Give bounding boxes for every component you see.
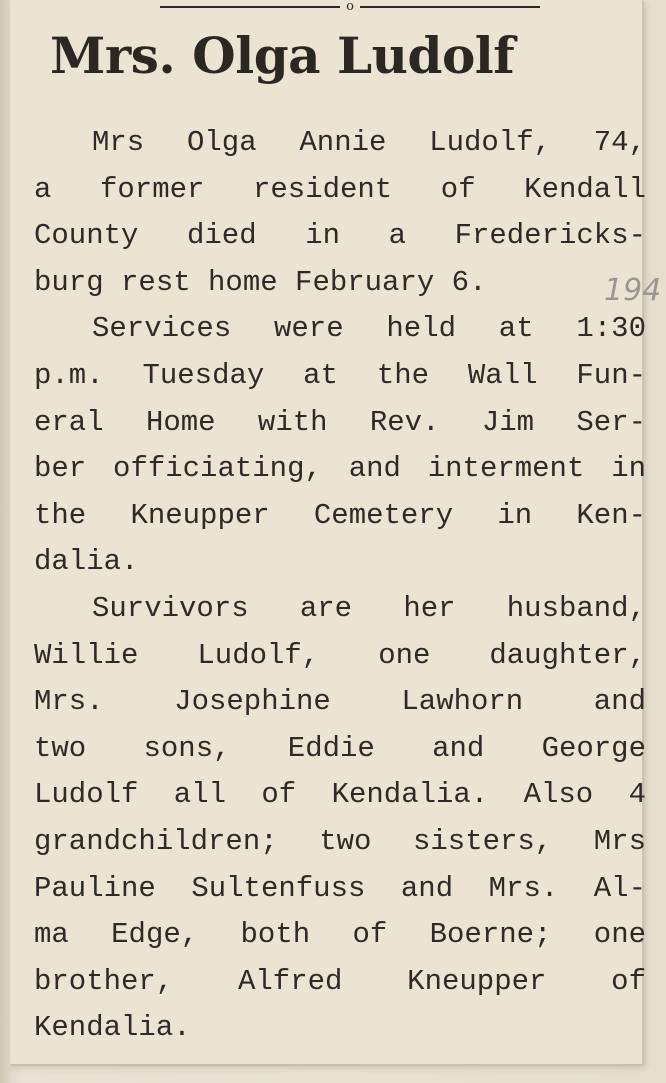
body-line: burg rest home February 6. — [34, 265, 487, 299]
body-line: Pauline Sultenfuss and Mrs. Al- — [34, 871, 646, 905]
body-line: County died in a Fredericks- — [34, 219, 646, 253]
body-line: p.m. Tuesday at the Wall Fun- — [34, 358, 646, 392]
body-line: Services were held at 1:30 — [92, 312, 646, 346]
body-line: dalia. — [34, 545, 139, 579]
rule-line-right — [360, 6, 540, 8]
body-line: a former resident of Kendall — [34, 172, 646, 206]
body-line: Kendalia. — [34, 1011, 191, 1045]
body-line: Mrs Olga Annie Ludolf, 74, — [92, 126, 646, 159]
body-line: Survivors are her husband, — [92, 591, 646, 625]
body-line: ma Edge, both of Boerne; one — [34, 918, 646, 952]
obituary-body — [34, 120, 646, 1052]
body-line: eral Home with Rev. Jim Ser- — [34, 405, 646, 439]
body-line: Willie Ludolf, one daughter, — [34, 638, 646, 672]
body-line: two sons, Eddie and George — [34, 731, 646, 765]
handwritten-year-annotation — [602, 262, 662, 312]
body-line: grandchildren; two sisters, Mrs — [34, 824, 646, 858]
rule-line-left — [160, 6, 340, 8]
header-rule — [160, 0, 540, 14]
handwritten-note-text: 194 — [604, 273, 662, 308]
body-line: Mrs. Josephine Lawhorn and — [34, 685, 646, 719]
body-line: Ludolf all of Kendalia. Also 4 — [34, 778, 646, 812]
body-line: ber officiating, and interment in — [34, 452, 646, 486]
newspaper-clipping — [10, 0, 662, 1065]
body-line: the Kneupper Cemetery in Ken- — [34, 498, 646, 532]
obituary-headline: Mrs. Olga Ludolf — [50, 26, 515, 85]
body-line: brother, Alfred Kneupper of — [34, 964, 646, 998]
rule-ornament: o — [346, 0, 354, 14]
